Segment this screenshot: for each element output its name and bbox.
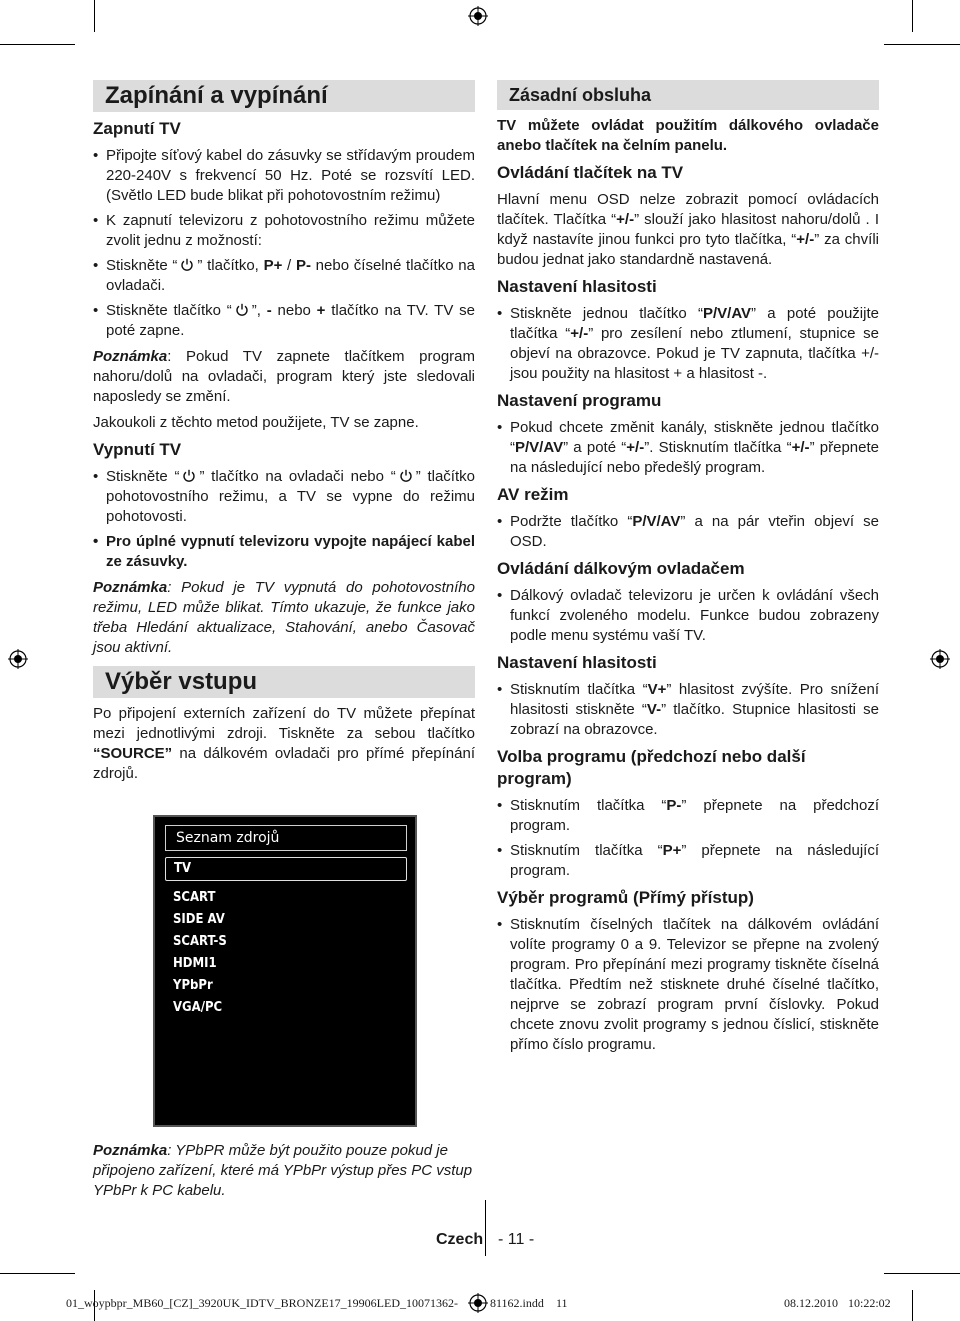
key-label: P+ — [662, 842, 682, 859]
text: Stisknutím tlačítka “ — [510, 797, 667, 814]
list-item — [497, 512, 879, 552]
crop-mark — [912, 1290, 913, 1321]
text: ” slouží jako hlasitost nahoru/dolů . I když nastavíte jinou funkci pro tyto tlačítka, “ — [497, 211, 879, 248]
text: Podržte tlačítko “ — [510, 513, 633, 530]
key-label: +/- — [791, 439, 810, 456]
list-item-text: Dálkový ovladač televizoru je určen k ovládání všech funkcí zvoleného modelu. Funkce budou zobrazeny podle menu systému vaší TV. — [510, 587, 879, 644]
crop-mark — [884, 1273, 960, 1274]
print-filename-suffix: 81162.indd — [490, 1296, 544, 1310]
note-text: : Pokud TV zapnete tlačítkem program nahoru/dolů na ovladači, program který jste sledovali naposledy se změní. — [93, 348, 475, 405]
osd-item: SCART-S — [173, 934, 227, 949]
section-title-power: Zapínání a vypínání — [93, 80, 475, 112]
source-list-osd — [153, 815, 417, 1127]
print-filename: 01_woypbpr_MB60_[CZ]_3920UK_IDTV_BRONZE17_19906LED_10071362- — [66, 1296, 458, 1310]
list-item-text: Pro úplné vypnutí televizoru vypojte napájecí kabel ze zásuvky. — [106, 533, 475, 570]
footer-language: Czech — [436, 1231, 484, 1248]
crop-mark — [0, 1273, 75, 1274]
print-time: 10:22:02 — [848, 1296, 891, 1310]
direct-access-list — [497, 915, 879, 1055]
paragraph-source — [93, 704, 475, 784]
registration-mark-icon — [468, 1293, 488, 1313]
osd-item-selected: TV — [165, 857, 407, 881]
key-label: P- — [295, 257, 311, 274]
text: ”, — [251, 302, 267, 319]
heading-program-panel: Nastavení programu — [497, 391, 662, 410]
heading-power-on: Zapnutí TV — [93, 119, 181, 138]
heading-panel-buttons: Ovládání tlačítek na TV — [497, 163, 684, 182]
list-item — [93, 256, 475, 296]
text: nebo číselné tlačítko na ovladači. — [106, 257, 475, 294]
key-label: - — [266, 302, 272, 319]
crop-mark — [94, 0, 95, 32]
note-label: Poznámka — [93, 579, 168, 596]
key-label: + — [316, 302, 326, 319]
text: Stiskněte tlačítko “ — [106, 302, 232, 319]
text: na dálkovém ovladači pro přímé přepínání zdrojů. — [93, 745, 475, 782]
text: Stiskněte “ — [106, 257, 178, 274]
osd-item: HDMI1 — [173, 956, 217, 971]
key-label: +/- — [570, 325, 589, 342]
text: ” pro zesílení nebo ztlumení, stupnice se objeví na obrazovce. Pokud je TV zapnuta, tlačítka +/- jsou použity na hlasitost + a hlasitost -. — [510, 325, 879, 382]
power-icon — [235, 303, 249, 317]
text: ” tlačítko. Stupnice hlasitosti se zobrazí na obrazovce. — [510, 701, 879, 738]
volume-panel-list — [497, 304, 879, 384]
note-label: Poznámka — [93, 348, 168, 365]
av-mode-list — [497, 512, 879, 552]
text: ” a poté “ — [563, 439, 627, 456]
list-item — [497, 586, 879, 646]
print-page: 11 — [556, 1296, 568, 1310]
list-item-text: K zapnutí televizoru z pohotovostního režimu můžete zvolit jednu z možností: — [106, 212, 475, 249]
power-icon — [182, 469, 196, 483]
text: ” tlačítko, — [197, 257, 264, 274]
text: tlačítko na TV. TV se poté zapne. — [106, 302, 475, 339]
text: ” přepnete na následující program. — [510, 842, 879, 879]
note-power-on — [93, 347, 475, 407]
text: Stiskněte “ — [106, 468, 180, 485]
text: ” přepnete na předchozí program. — [510, 797, 880, 834]
power-off-list — [93, 467, 475, 572]
power-icon — [180, 258, 194, 272]
heading-direct-access: Výběr programů (Přímý přístup) — [497, 888, 754, 907]
heading-volume-panel: Nastavení hlasitosti — [497, 277, 657, 296]
note-text: : Pokud je TV vypnutá do pohotovostního režimu, LED může blikat. Tímto ukazuje, že funkce jako třeba Hledání aktualizace, Stahování, anebo Časovač jsou aktivní. — [93, 579, 475, 656]
heading-remote-control: Ovládání dálkovým ovladačem — [497, 559, 745, 578]
key-label: P/V/AV — [515, 439, 564, 456]
text: ” a na pár vteřin objeví se OSD. — [510, 513, 879, 550]
osd-item: VGA/PC — [173, 1000, 223, 1015]
crop-mark — [884, 44, 960, 45]
footer-divider — [485, 1200, 486, 1256]
text: ” a poté použijte tlačítka “ — [510, 305, 879, 342]
list-item — [497, 841, 879, 881]
registration-mark-icon — [8, 649, 28, 669]
list-item — [497, 796, 879, 836]
heading-av-mode: AV režim — [497, 485, 569, 504]
text: ” tlačítko pohotovostního režimu, a TV se vypne do režimu pohotovosti. — [106, 468, 475, 525]
note-power-off — [93, 578, 475, 658]
crop-mark — [912, 0, 913, 32]
section-title-source: Výběr vstupu — [93, 666, 475, 698]
key-label: +/- — [616, 211, 635, 228]
list-item — [497, 304, 879, 384]
text: ”. Stisknutím tlačítka “ — [644, 439, 792, 456]
section-title-basic: Zásadní obsluha — [497, 80, 879, 110]
key-label: P+ — [263, 257, 283, 274]
print-date: 08.12.2010 — [784, 1296, 838, 1310]
volume-remote-list — [497, 680, 879, 740]
list-item-text: Připojte síťový kabel do zásuvky se střídavým proudem 220-240V s frekvencí 50 Hz. Poté se rozsvítí LED. (Světlo LED bude blikat při pohotovostním režimu) — [106, 147, 475, 204]
crop-mark — [0, 44, 75, 45]
key-label: “SOURCE” — [93, 745, 173, 762]
osd-item: SIDE AV — [173, 912, 225, 927]
paragraph-basic-intro: TV můžete ovládat použitím dálkového ovladače anebo tlačítek na čelním panelu. — [497, 117, 879, 154]
registration-mark-icon — [468, 6, 488, 26]
list-item — [93, 467, 475, 527]
key-label: V- — [646, 701, 662, 718]
list-item — [497, 680, 879, 740]
left-column — [93, 80, 475, 790]
paragraph-panel — [497, 190, 879, 270]
program-select-list — [497, 796, 879, 881]
osd-item: SCART — [173, 890, 216, 905]
list-item — [93, 301, 475, 341]
note-ypbpr — [93, 1141, 478, 1201]
osd-item: YPbPr — [173, 978, 213, 993]
list-item — [497, 418, 879, 478]
text: Po připojení externích zařízení do TV můžete přepínat mezi jednotlivými zdroji. Tiskněte za sebou tlačítko — [93, 705, 475, 742]
power-icon — [399, 469, 413, 483]
text: Stisknutím tlačítka “ — [510, 681, 648, 698]
text: ” přepnete na následující nebo předešlý program. — [510, 439, 880, 476]
list-item — [93, 532, 475, 572]
list-item — [93, 146, 475, 206]
text: Stisknutím tlačítka “ — [510, 842, 663, 859]
key-label: V+ — [647, 681, 667, 698]
paragraph-any-method: Jakoukoli z těchto metod použijete, TV se zapne. — [93, 414, 419, 431]
key-label: P- — [666, 797, 682, 814]
note-label: Poznámka — [93, 1142, 168, 1159]
text: / — [282, 257, 296, 274]
power-on-list — [93, 146, 475, 341]
program-panel-list — [497, 418, 879, 478]
text: nebo — [271, 302, 317, 319]
remote-control-list — [497, 586, 879, 646]
list-item — [497, 915, 879, 1055]
right-column — [497, 80, 879, 1061]
heading-power-off: Vypnutí TV — [93, 440, 182, 459]
registration-mark-icon — [930, 649, 950, 669]
note-text: : YPbPR může být použito pouze pokud je připojeno zařízení, které má YPbPr výstup přes PC vstup YPbPr k PC kabelu. — [93, 1142, 473, 1199]
list-item — [93, 211, 475, 251]
list-item-text: Stisknutím číselných tlačítek na dálkovém ovládání volíte programy 0 a 9. Televizor se přepne na zvolený program. Pro přepínání mezi programy tiskněte číselná tlačítka. Předtím než stisknete druhé číselné tlačítko, nejprve se zobrazí program první číslovky. Pokud chcete znovu zvolit programy s jednou číslicí, stiskněte přímo číslo programu. — [510, 916, 879, 1053]
heading-program-select: Volba programu (předchozí nebo další program) — [497, 747, 806, 788]
osd-source-list — [165, 857, 407, 1019]
text: ” za chvíli budou jednat jako standardně nastavená. — [497, 231, 879, 268]
key-label: P/V/AV — [632, 513, 681, 530]
key-label: +/- — [796, 231, 815, 248]
footer-page-number: - 11 - — [498, 1231, 535, 1248]
heading-volume-remote: Nastavení hlasitosti — [497, 653, 657, 672]
key-label: P/V/AV — [702, 305, 752, 322]
text: Stiskněte jednou tlačítko “ — [510, 305, 703, 322]
osd-title: Seznam zdrojů — [165, 825, 407, 851]
text: ” hlasitost zvýšíte. Pro snížení hlasitosti stiskněte “ — [510, 681, 879, 718]
text: ” tlačítko na ovladači nebo “ — [199, 468, 396, 485]
text: Pokud chcete změnit kanály, stiskněte jednou tlačítko “ — [510, 419, 879, 456]
text: Hlavní menu OSD nelze zobrazit pomocí ovládacích tlačítek. Tlačítka “ — [497, 191, 879, 228]
key-label: +/- — [626, 439, 645, 456]
